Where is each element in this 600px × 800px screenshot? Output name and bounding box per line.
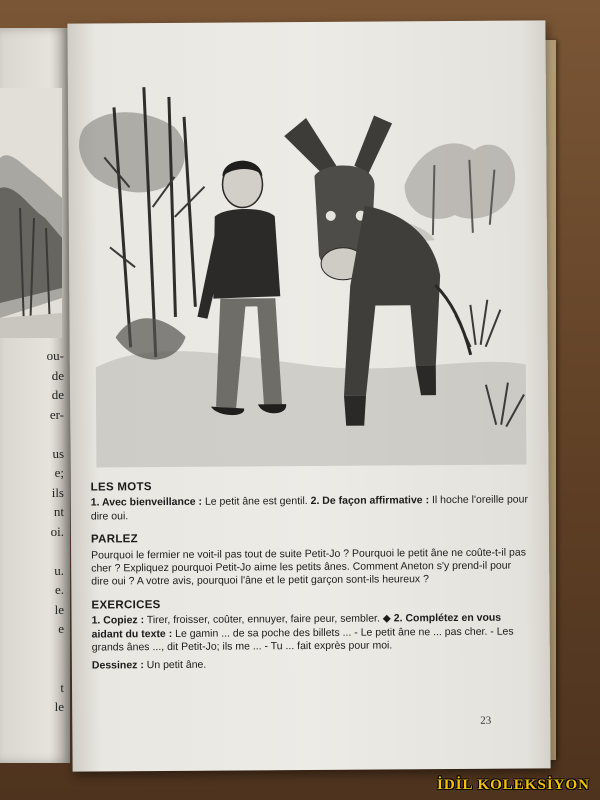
ex1-label: 1. Copiez : — [91, 614, 145, 627]
seller-watermark: İDİL KOLEKSİYON — [437, 777, 590, 793]
dessinez-text — [92, 657, 532, 673]
left-fragment: e. — [54, 582, 64, 597]
left-fragment: ou- — [46, 348, 64, 363]
mots-item1-label: 1. Avec bienveillance : — [90, 496, 203, 509]
ex1-text: Tirer, froisser, coûter, ennuyer, faire peur, sembler. ◆ — [144, 612, 394, 627]
les-mots-text — [91, 494, 531, 524]
left-fragment — [2, 541, 64, 561]
left-facing-page — [0, 28, 70, 763]
exercices-heading: EXERCICES — [91, 598, 161, 612]
parlez-text: Pourquoi le fermier ne voit-il pas tout de suite Petit-Jo ? Pourquoi le petit âne ne coûte-t-il pas cher ? Expliquez pourquoi Petit-Jo aime les petits ânes. Comment Aneton s'y prend-il pour dire oui ? A votre avis, pourquoi l'âne et le petit garçon sont-ils heureux ? — [91, 546, 526, 588]
exercices-text — [92, 612, 532, 655]
left-fragment: e; — [54, 465, 64, 480]
left-fragment: ils — [51, 484, 64, 500]
mots-item1-text: Le petit âne est gentil. — [201, 495, 311, 509]
left-fragment: le — [54, 601, 64, 617]
left-page-text-fragments — [2, 346, 64, 717]
mots-item2-label: 2. De façon affirmative : — [310, 494, 430, 508]
left-fragment — [2, 639, 64, 659]
dessinez-body: Un petit âne. — [143, 659, 207, 672]
left-fragment: de — [51, 367, 64, 383]
page-number: 23 — [480, 714, 492, 727]
left-fragment: us — [52, 445, 64, 461]
page-text — [91, 478, 532, 683]
left-fragment: t — [60, 679, 64, 695]
parlez-heading: PARLEZ — [90, 533, 138, 546]
ex2-label: 2. Complétez en vous aidant du texte : — [91, 611, 502, 641]
left-fragment — [2, 658, 64, 678]
left-fragment: u. — [54, 562, 64, 578]
les-mots-heading: LES MOTS — [90, 481, 152, 494]
left-fragment: oi. — [50, 523, 64, 539]
ex2-text: Le gamin ... de sa poche des billets ... - Le petit âne ne ... pas cher. - Les grands ânes ..., dit Petit-Jo; ils me ... - Tu ... fait exprès pour moi. — [91, 625, 514, 654]
left-fragment — [2, 424, 64, 444]
left-fragment: de — [51, 387, 64, 402]
left-fragment: e — [58, 621, 64, 636]
left-page-illustration — [0, 88, 62, 338]
left-fragment: er- — [49, 406, 64, 422]
boy-and-donkey-illustration — [74, 64, 539, 477]
mots-item2-text: Il hoche l'oreille pour dire oui. — [90, 493, 528, 523]
book-page — [67, 20, 550, 771]
left-fragment: nt — [53, 504, 64, 519]
left-fragment: le — [54, 699, 64, 714]
dessinez-label: Dessinez : — [91, 659, 144, 672]
